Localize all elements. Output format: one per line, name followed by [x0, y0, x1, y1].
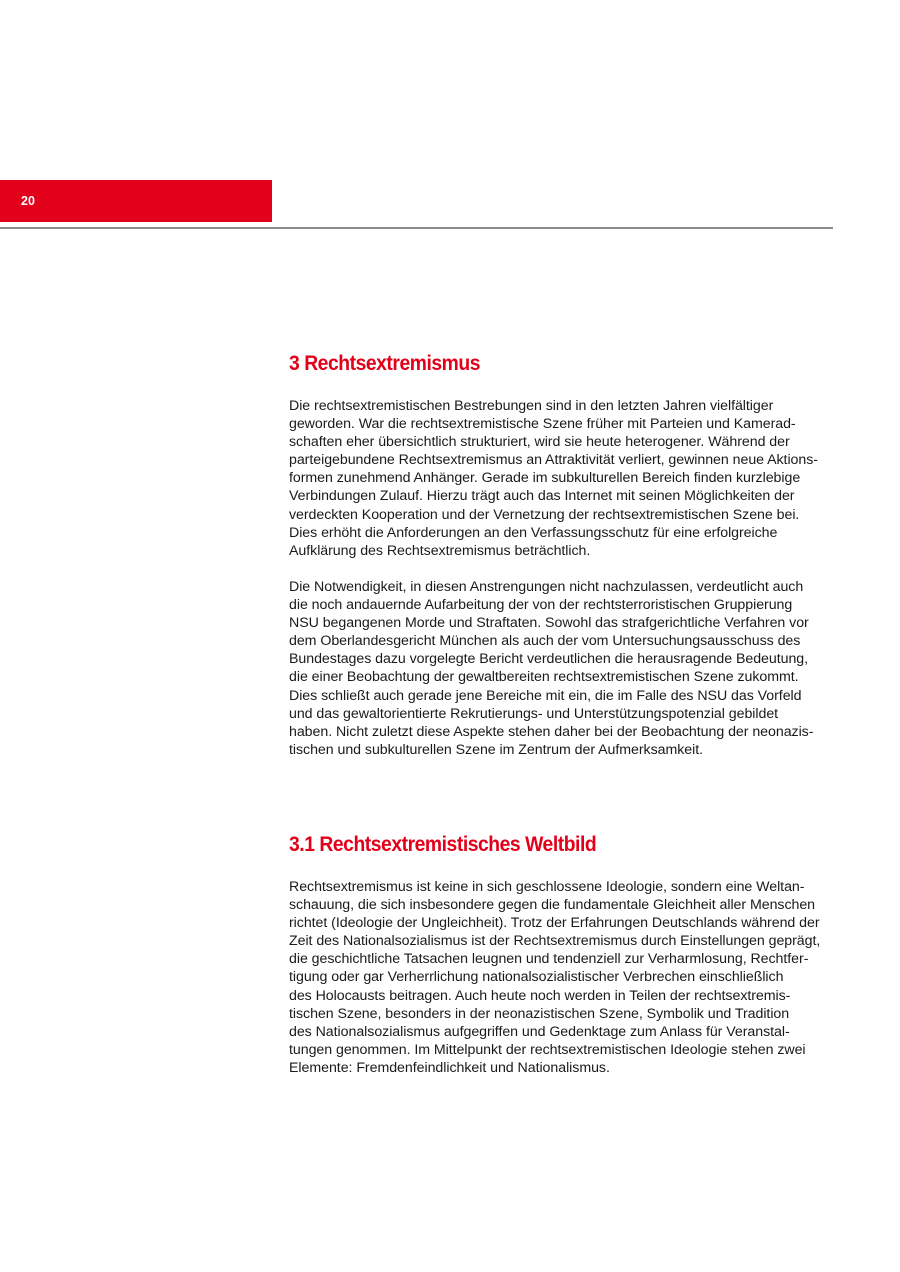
- text-line: Dies schließt auch gerade jene Bereiche mit ein, die im Falle des NSU das Vorfeld: [289, 687, 802, 704]
- text-line: tischen und subkulturellen Szene im Zentrum der Aufmerksamkeit.: [289, 741, 703, 758]
- text-line: Verbindungen Zulauf. Hierzu trägt auch das Internet mit seinen Möglichkeiten der: [289, 488, 795, 505]
- section-heading: 3 Rechtsextremismus: [289, 352, 481, 375]
- body-paragraph: [289, 578, 849, 759]
- text-line: des Holocausts beitragen. Auch heute noch werden in Teilen der rechtsextremis-: [289, 987, 791, 1004]
- text-line: Aufklärung des Rechtsextremismus beträchtlich.: [289, 542, 591, 559]
- text-line: die einer Beobachtung der gewaltbereiten rechtsextremistischen Szene zukommt.: [289, 669, 799, 686]
- text-line: geworden. War die rechtsextremistische Szene früher mit Parteien und Kamerad-: [289, 416, 796, 433]
- text-line: Zeit des Nationalsozialismus ist der Rechtsextremismus durch Einstellungen geprägt,: [289, 933, 821, 950]
- text-line: tischen Szene, besonders in der neonazistischen Szene, Symbolik und Tradition: [289, 1005, 790, 1022]
- text-line: die noch andauernde Aufarbeitung der von der rechtsterroristischen Gruppierung: [289, 597, 793, 614]
- text-line: schauung, die sich insbesondere gegen die fundamentale Gleichheit aller Menschen: [289, 897, 816, 914]
- text-line: verdeckten Kooperation und der Vernetzung der rechtsextremistischen Szene bei.: [289, 506, 800, 523]
- header-rule: [0, 227, 833, 229]
- text-line: Dies erhöht die Anforderungen an den Verfassungsschutz für eine erfolgreiche: [289, 524, 778, 541]
- section-rechtsextremismus: [289, 350, 849, 759]
- text-line: schaften eher übersichtlich strukturiert, wird sie heute heterogener. Während der: [289, 434, 790, 451]
- text-line: tungen genommen. Im Mittelpunkt der rechtsextremistischen Ideologie stehen zwei: [289, 1041, 806, 1058]
- text-line: tigung oder gar Verherrlichung nationalsozialistischer Verbrechen einschließlich: [289, 969, 784, 986]
- text-line: parteigebundene Rechtsextremismus an Attraktivität verliert, gewinnen neue Aktions-: [289, 452, 818, 469]
- text-line: Elemente: Fremdenfeindlichkeit und Nationalismus.: [289, 1059, 610, 1076]
- section-weltbild: [289, 831, 849, 1077]
- text-line: die geschichtliche Tatsachen leugnen und tendenziell zur Verharmlosung, Rechtfer-: [289, 951, 809, 968]
- text-line: dem Oberlandesgericht München als auch der vom Untersuchungsausschuss des: [289, 633, 801, 650]
- text-line: haben. Nicht zuletzt diese Aspekte stehen daher bei der Beobachtung der neonazis-: [289, 723, 814, 740]
- text-line: Die rechtsextremistischen Bestrebungen sind in den letzten Jahren vielfältiger: [289, 398, 774, 414]
- text-line: Bundestages dazu vorgelegte Bericht verdeutlichen die herausragende Bedeutung,: [289, 651, 809, 668]
- subsection-heading: 3.1 Rechtsextremistisches Weltbild: [289, 833, 597, 856]
- body-paragraph: [289, 878, 849, 1077]
- page-number-tab: [0, 180, 272, 222]
- text-line: richtet (Ideologie der Ungleichheit). Trotz der Erfahrungen Deutschlands während der: [289, 915, 820, 932]
- text-line: Rechtsextremismus ist keine in sich geschlossene Ideologie, sondern eine Weltan-: [289, 879, 805, 895]
- text-line: des Nationalsozialismus aufgegriffen und Gedenktage zum Anlass für Veranstal-: [289, 1023, 790, 1040]
- text-line: formen zunehmend Anhänger. Gerade im subkulturellen Bereich finden kurzlebige: [289, 470, 801, 487]
- text-line: und das gewaltorientierte Rekrutierungs- und Unterstützungspotenzial gebildet: [289, 705, 779, 722]
- page-number: 20: [21, 194, 35, 208]
- text-line: Die Notwendigkeit, in diesen Anstrengungen nicht nachzulassen, verdeutlicht auch: [289, 578, 804, 595]
- body-paragraph: [289, 397, 849, 560]
- text-line: NSU begangenen Morde und Straftaten. Sowohl das strafgerichtliche Verfahren vor: [289, 615, 809, 632]
